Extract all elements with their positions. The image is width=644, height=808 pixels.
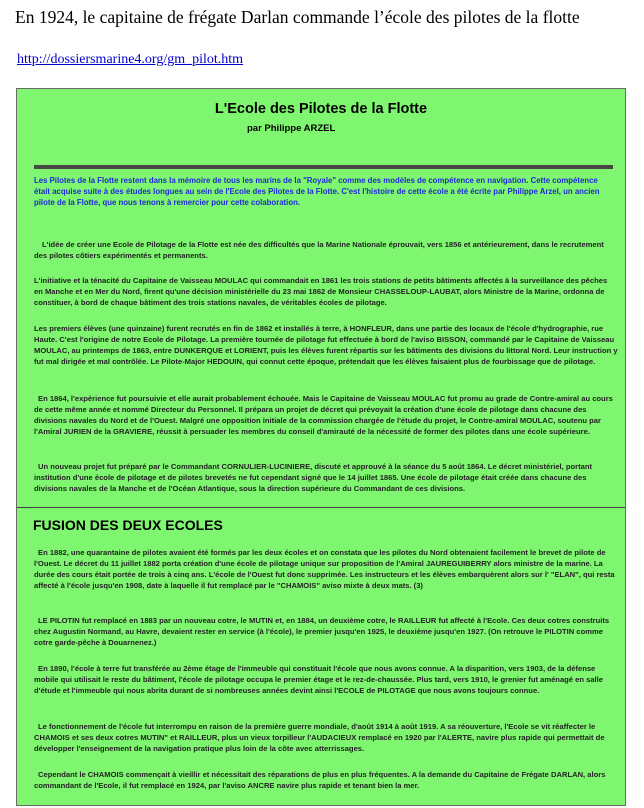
section-paragraph-1: En 1882, une quarantaine de pilotes avaient été formés par les deux écoles et on constata que les pilotes du Nord obtenaient facilement le brevet de pilote de l'Ouest. Le décret du 11 juillet 1882 porta création d'une école de pilotage unique sur proposition de l'Amiral JAUREGUIBERRY alors ministre de la marine. La durée des cours était portée de trois à cinq ans. L'école de l'Ouest fut donc supprimée. Les instructeurs et les élèves embarquèrent alors sur l' "ELAN", qui resta affecté à l'école jusqu'en 1908, date à laquelle il fut remplacé par le "CHAMOIS" aviso mixte à deux mats. (3) — [34, 548, 615, 590]
paragraph-1: L'idée de créer une Ecole de Pilotage de la Flotte est née des difficultés que la Marine Nationale éprouvait, vers 1856 et antérieurement, dans le recrutement des pilotes côtiers expérimentés et permanents. — [34, 240, 604, 260]
section-paragraph-2: LE PILOTIN fut remplacé en 1883 par un nouveau cotre, le MUTIN et, en 1884, un deuxième cotre, le RAILLEUR fut affecté à l'Ecole. Ces deux cotres construits chez Augustin Normand, au Havre, devaient rester en service (à l'école), le premier jusqu'en 1925, le deuxième jusqu'en 1927. (On retrouve le PILOTIN comme cotre garde-pêche à Douarnenez.) — [34, 616, 610, 647]
paragraph-5: Un nouveau projet fut préparé par le Commandant CORNULIER-LUCINIERE, discuté et approuvé à la séance du 5 août 1864. Le décret ministériel, portant institution d'une école de pilotage et de pilotes brevetés ne fut cependant signé que le 14 juillet 1865. Une école de pilotage était créée dans chacune des divisions navales de la Manche et de l'Océan Atlantique, sous la direction supérieure du Commandant de ces divisions. — [34, 462, 593, 493]
article-title: L'Ecole des Pilotes de la Flotte — [214, 101, 428, 117]
page-title: En 1924, le capitaine de frégate Darlan commande l’école des pilotes de la flotte — [15, 7, 580, 27]
source-link[interactable]: http://dossiersmarine4.org/gm_pilot.htm — [17, 52, 244, 67]
section-paragraph-3: En 1890, l'école à terre fut transférée au 2ème étage de l'immeuble qui constituait l'école que nous avons connue. A la disparition, vers 1903, de la défense mobile qui utilisait le reste du bâtiment, l'école de pilotage occupa le premier étage et le rez-de-chaussée. Plus tard, vers 1910, le grenier fut aménagé en salle d'étude et l'immeuble qui nous abrita durant de si nombreuses années devint ainsi l'ECOLE de PILOTAGE que nous avons toujours connue. — [34, 664, 604, 695]
paragraph-3: Les premiers élèves (une quinzaine) furent recrutés en fin de 1862 et installés à terre, à HONFLEUR, dans une partie des locaux de l'école d'hydrographie, rue Haute. C'est l'origine de notre Ecole de Pilotage. La première tournée de pilotage fut effectuée à bord de l'aviso BISSON, commandé par le Capitaine de Vaisseau MOULAC, au printemps de 1863, entre DUNKERQUE et LORIENT, puis les élèves furent répartis sur les bâtiments des divisions du littoral Nord. Leur instruction y fut mal dirigée et mal contrôlée. Le Pilote-Major HEDOUIN, qui connut cette époque, prétendait que les élèves faisaient plus de fourbissage que de pilotage. — [34, 324, 618, 366]
section-paragraph-4: Le fonctionnement de l'école fut interrompu en raison de la première guerre mondiale, d'août 1914 à août 1919. A sa réouverture, l'Ecole se vit réaffecter le CHAMOIS et ses deux cotres MUTIN" et RAILLEUR, plus un vieux torpilleur l'AUDACIEUX remplacé en 1920 par l'ALERTE, navire plus rapide qui permettait de développer l'enseignement de la navigation pratique plus loin de la côte avec atterrissages. — [34, 722, 605, 753]
section-title: FUSION DES DEUX ECOLES — [33, 517, 223, 533]
paragraph-2: L'initiative et la ténacité du Capitaine de Vaisseau MOULAC qui commandait en 1861 les trois stations de petits bâtiments affectés à la surveillance des pêches en Manche et en Mer du Nord, firent qu'une décision ministérielle du 23 mai 1862 de Monsieur CHASSELOUP-LAUBAT, alors Ministre de la Marine, ordonna de constituer, à bord de chaque bâtiment des trois stations navales, de véritables écoles de pilotage. — [34, 276, 608, 307]
article-author: par Philippe ARZEL — [247, 123, 336, 134]
section-divider — [17, 507, 625, 508]
article-panel — [16, 88, 626, 806]
horizontal-rule — [34, 165, 613, 169]
paragraph-4: En 1864, l'expérience fut poursuivie et elle aurait probablement échouée. Mais le Capitaine de Vaisseau MOULAC fut promu au grade de Contre-amiral au cours de cette même année et nommé Directeur du Personnel. Il prépara un projet de décret qui prévoyait la création d'une école de pilotage dans chacune des divisions navales du Nord et de l'Ouest. Malgré une opposition initiale de la commission chargée de l'étude du projet, le Contre-amiral MOULAC, soutenu par l'Amiral JURIEN de la GRAVIERE, réussit à persuader les membres du conseil d'amirauté de la nécessité de former des pilotes dans une école supérieure. — [34, 394, 613, 436]
intro-paragraph: Les Pilotes de la Flotte restent dans la mémoire de tous les marins de la "Royale" comme des modèles de compétence en navigation. Cette compétence était acquise suite à des études longues au sein de l'Ecole des Pilotes de la Flotte. C'est l'histoire de cette école a été écrite par Philippe Arzel, un ancien pilote de la Flotte, que nous tenons à remercier pour cette colaboration. — [34, 176, 600, 207]
section-paragraph-5: Cependant le CHAMOIS commençait à vieillir et nécessitait des réparations de plus en plus fréquentes. A la demande du Capitaine de Frégate DARLAN, alors commandant de l'Ecole, il fut remplacé en 1924, par l'aviso ANCRE navire plus rapide et tenant bien la mer. — [34, 770, 606, 790]
